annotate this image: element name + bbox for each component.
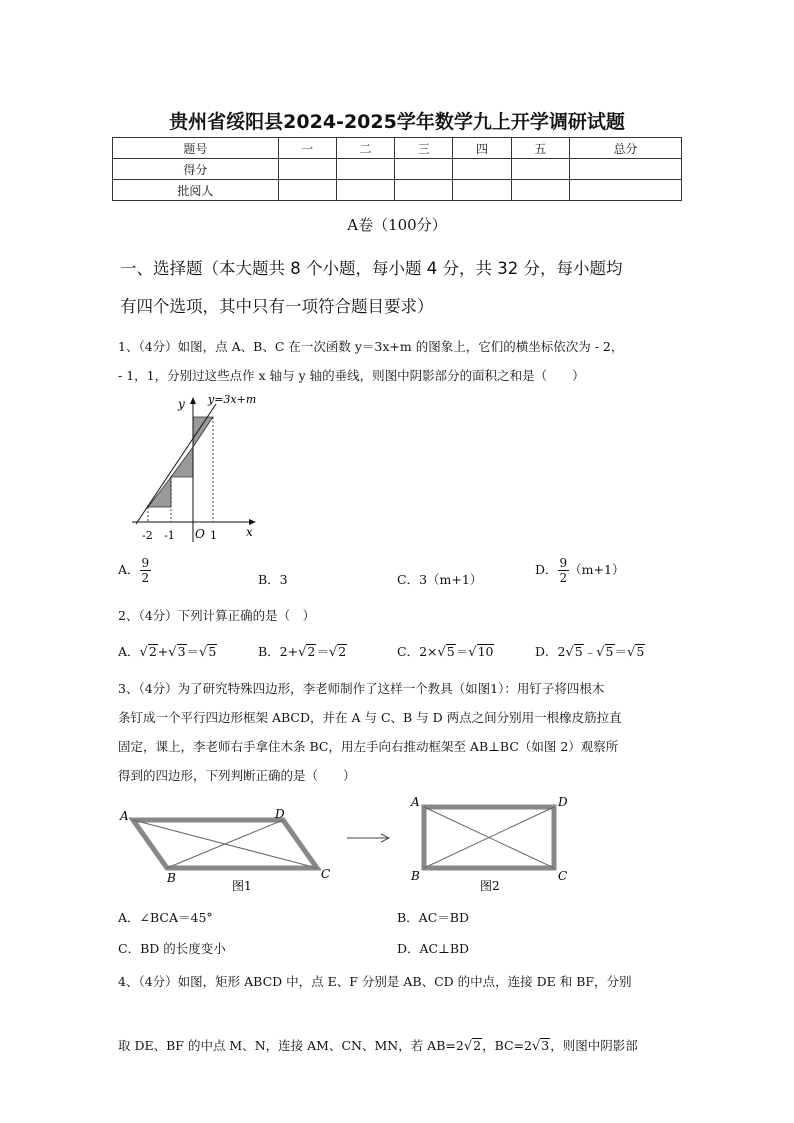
op: ＝ <box>186 644 200 659</box>
text: ，BC= <box>482 1038 525 1053</box>
q3-option-b: B．AC＝BD <box>397 910 469 925</box>
vertex-label: B <box>411 869 420 883</box>
vertex-label: C <box>558 869 568 883</box>
numerator: 9 <box>141 556 150 570</box>
reviewer-row <box>113 180 682 201</box>
q1-figure <box>118 392 268 548</box>
vertex-label: B <box>167 871 176 885</box>
cell <box>511 180 569 201</box>
radicand: 5 <box>574 644 583 659</box>
y-label: y <box>178 397 185 411</box>
q3-line3: 固定，课上，李老师右手拿住木条 BC，用左手向右推动框架至 AB⊥BC（如图 2）观察所 <box>118 739 619 754</box>
cell: 题号 <box>113 138 279 159</box>
radicand: 3 <box>177 644 186 659</box>
q2-option-c: C．2×√5＝√10 <box>397 644 494 660</box>
q2-option-b: B．2+√2＝√2 <box>258 644 347 660</box>
label: D．2 <box>535 644 566 659</box>
radicand: 3 <box>541 1038 550 1053</box>
cell: 总分 <box>569 138 681 159</box>
q1-line1: 1、（4分）如图，点 A、B、C 在一次函数 y＝3x+m 的图象上，它们的横坐标依次为 - 2， <box>118 339 624 354</box>
q3-option-c: C．BD 的长度变小 <box>118 941 226 956</box>
radicand: 5 <box>636 644 645 659</box>
cell: 一 <box>278 138 336 159</box>
coef: 2 <box>524 1038 532 1053</box>
vertex-label: D <box>558 795 568 809</box>
q1-line2: - 1，1，分别过这些点作 x 轴与 y 轴的垂线，则图中阴影部分的面积之和是（ ） <box>118 368 585 383</box>
text: 取 DE、BF 的中点 M、N，连接 AM、CN、MN，若 AB= <box>118 1038 456 1053</box>
cell <box>336 180 394 201</box>
diagonal-bd <box>167 820 283 868</box>
tail: （m+1） <box>569 562 625 577</box>
shade-3 <box>193 417 213 447</box>
label: C．2× <box>397 644 438 659</box>
y-arrow <box>190 397 196 404</box>
radicand: 2 <box>338 644 347 659</box>
radicand: 10 <box>477 644 494 659</box>
section1-line2: 有四个选项，其中只有一项符合题目要求） <box>120 297 434 316</box>
fraction <box>140 556 152 585</box>
func-label: y=3x+m <box>208 393 257 406</box>
cell <box>278 159 336 180</box>
cell <box>336 159 394 180</box>
cell <box>395 180 453 201</box>
q1-option-c: C．3（m+1） <box>397 572 483 587</box>
q4-line1: 4、（4分）如图，矩形 ABCD 中，点 E、F 分别是 AB、CD 的中点，连接 DE 和 BF，分别 <box>118 974 632 989</box>
tick-label: -2 <box>142 529 153 542</box>
cell: 批阅人 <box>113 180 279 201</box>
q3-line4: 得到的四边形，下列判断正确的是（ ） <box>118 768 356 783</box>
cell <box>569 180 681 201</box>
cell: 得分 <box>113 159 279 180</box>
cell <box>278 180 336 201</box>
vertex-label: C <box>321 867 331 881</box>
radicand: 5 <box>208 644 217 659</box>
cell <box>453 180 511 201</box>
coef: 2 <box>455 1038 464 1053</box>
shade-1 <box>148 477 171 507</box>
q1-option-a <box>118 556 151 585</box>
section-a-heading: A卷（100分） <box>347 216 447 234</box>
section1-line1: 一、选择题（本大题共 8 个小题，每小题 4 分，共 32 分，每小题均 <box>120 259 623 278</box>
label: B．2+ <box>258 644 299 659</box>
vertex-label: D <box>275 807 285 821</box>
exam-title: 贵州省绥阳县2024-2025学年数学九上开学调研试题 <box>169 111 625 133</box>
score-table <box>112 137 682 201</box>
text: ，则图中阴影部 <box>550 1038 638 1053</box>
score-row <box>113 159 682 180</box>
q3-figures <box>115 792 575 897</box>
cell <box>395 159 453 180</box>
op: + <box>157 644 169 659</box>
cell: 四 <box>453 138 511 159</box>
q1-option-b: B．3 <box>258 572 288 587</box>
shade-2 <box>171 447 193 477</box>
op: ＝ <box>316 644 329 659</box>
q3-option-d: D．AC⊥BD <box>397 941 470 956</box>
tick-label: 1 <box>210 529 217 542</box>
x-label: x <box>246 525 253 539</box>
origin-label: O <box>195 527 205 541</box>
q2-line: 2、（4分）下列计算正确的是（ ） <box>118 608 316 623</box>
figure-caption: 图1 <box>232 879 252 893</box>
op: ﹣ <box>583 644 597 659</box>
op: ＝ <box>614 644 628 659</box>
q3-line1: 3、（4分）为了研究特殊四边形，李老师制作了这样一个教具（如图1）：用钉子将四根木 <box>118 681 605 696</box>
op: ＝ <box>455 644 469 659</box>
denominator: 2 <box>141 571 150 585</box>
q4-line2: 取 DE、BF 的中点 M、N，连接 AM、CN、MN，若 AB=2√2，BC=2√3，则图中阴影部 <box>118 1038 638 1054</box>
vertex-label: A <box>411 795 420 809</box>
label: A． <box>118 562 140 577</box>
radicand: 2 <box>148 644 157 659</box>
q3-line2: 条钉成一个平行四边形框架 ABCD，并在 A 与 C、B 与 D 两点之间分别用一根橡皮筋拉直 <box>118 710 622 725</box>
function-line <box>136 404 216 524</box>
numerator: 9 <box>559 556 568 570</box>
cell: 五 <box>511 138 569 159</box>
q1-option-d <box>535 556 624 585</box>
label: D． <box>535 562 558 577</box>
cell <box>453 159 511 180</box>
figure-caption: 图2 <box>480 879 500 893</box>
q3-option-a: A．∠BCA＝45° <box>118 910 213 925</box>
cell: 三 <box>395 138 453 159</box>
q2-option-d: D．2√5﹣√5＝√5 <box>535 644 645 660</box>
vertex-label: A <box>120 809 129 823</box>
tick-label: -1 <box>164 529 175 542</box>
cell: 二 <box>336 138 394 159</box>
radicand: 2 <box>307 644 316 659</box>
cell <box>511 159 569 180</box>
q2-option-a: A．√2+√3＝√5 <box>118 644 217 660</box>
denominator: 2 <box>559 571 568 585</box>
radicand: 5 <box>605 644 614 659</box>
radicand: 2 <box>473 1038 482 1053</box>
label: A． <box>118 644 140 659</box>
cell <box>569 159 681 180</box>
score-table-header <box>113 138 682 159</box>
radicand: 5 <box>446 644 455 659</box>
fraction <box>558 556 570 585</box>
